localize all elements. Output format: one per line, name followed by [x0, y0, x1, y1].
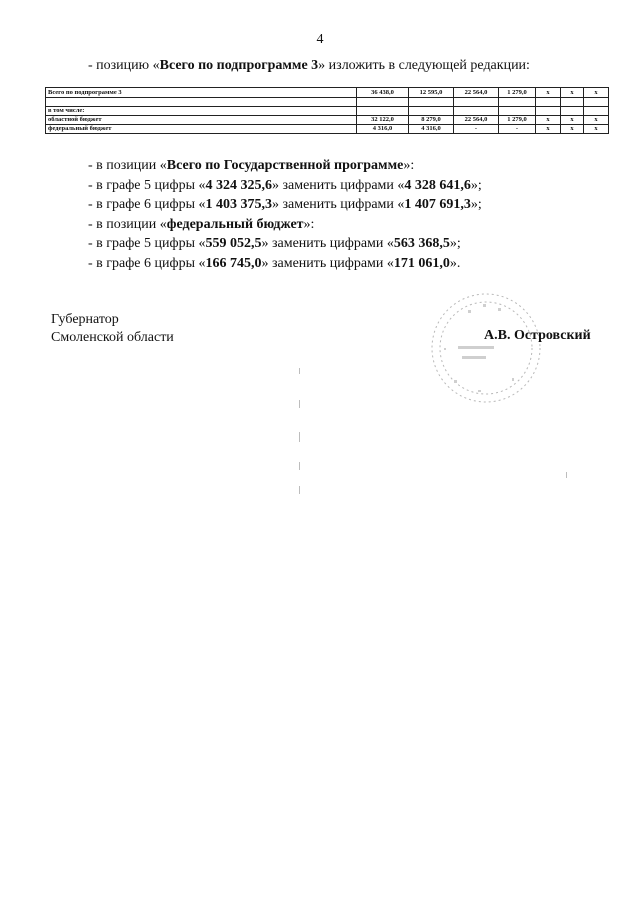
edit-bold: Всего по Государственной программе — [166, 158, 404, 173]
table-cell: х — [561, 116, 584, 125]
table-cell — [46, 98, 357, 107]
table-cell — [499, 107, 536, 116]
scan-mark — [299, 400, 300, 408]
table-cell — [499, 98, 536, 107]
table-row — [46, 125, 609, 134]
table-cell: 1 279,0 — [499, 88, 536, 98]
edit-old-value: 4 324 325,6 — [205, 177, 272, 193]
budget-table — [45, 87, 609, 134]
edit-mid: »: — [303, 216, 315, 232]
edit-new-value: 171 061,0 — [393, 255, 450, 271]
edit-suffix: »; — [470, 177, 482, 193]
edit-bold: федеральный бюджет — [166, 216, 304, 232]
table-cell: - — [499, 125, 536, 134]
edit-prefix: - в графе 5 цифры « — [88, 177, 206, 193]
table-cell — [584, 107, 609, 116]
table-cell — [357, 107, 409, 116]
table-cell: 1 279,0 — [499, 116, 536, 125]
table-cell: 22 564,0 — [454, 116, 499, 125]
table-cell: - — [454, 125, 499, 134]
table-cell: Всего по подпрограмме 3 — [46, 88, 357, 98]
intro-prefix: - позицию « — [88, 58, 160, 73]
table-cell — [409, 98, 454, 107]
table-cell: областной бюджет — [46, 116, 357, 125]
signatory-position — [51, 311, 174, 347]
edit-mid: » заменить цифрами « — [271, 177, 405, 193]
scan-mark — [566, 472, 567, 478]
intro-bold: Всего по подпрограмме 3 — [159, 58, 319, 73]
scan-mark — [299, 462, 300, 470]
table-cell: х — [584, 116, 609, 125]
table-cell — [561, 107, 584, 116]
edit-line — [88, 195, 482, 215]
table-cell: х — [584, 125, 609, 134]
position-line: Губернатор — [51, 312, 119, 327]
edit-new-value: 563 368,5 — [393, 236, 450, 252]
table-cell: 4 316,0 — [409, 125, 454, 134]
edit-mid: »: — [403, 158, 415, 173]
edit-instructions — [88, 156, 482, 274]
scan-mark — [299, 432, 300, 442]
table-row — [46, 88, 609, 98]
table-cell: х — [536, 125, 561, 134]
table-cell — [409, 107, 454, 116]
table-cell: в том числе: — [46, 107, 357, 116]
edit-suffix: »; — [449, 236, 461, 252]
edit-line — [88, 156, 482, 176]
edit-suffix: ». — [449, 255, 461, 271]
edit-line — [88, 234, 482, 254]
table-cell: х — [536, 88, 561, 98]
table-cell — [536, 98, 561, 107]
edit-mid: » заменить цифрами « — [271, 197, 405, 213]
edit-new-value: 4 328 641,6 — [404, 177, 471, 193]
edit-line — [88, 254, 482, 274]
intro-suffix: » изложить в следующей редакции: — [318, 58, 530, 73]
edit-suffix: »; — [470, 197, 482, 213]
edit-mid: » заменить цифрами « — [261, 236, 394, 252]
table-cell — [584, 98, 609, 107]
edit-prefix: - в графе 5 цифры « — [88, 236, 206, 252]
table-cell — [536, 107, 561, 116]
page-number: 4 — [316, 32, 324, 47]
table-cell: х — [536, 116, 561, 125]
edit-prefix: - в позиции « — [88, 158, 167, 173]
edit-line — [88, 215, 482, 235]
edit-old-value: 1 403 375,3 — [205, 197, 272, 213]
signatory-name: А.В. Островский — [484, 328, 591, 343]
edit-mid: » заменить цифрами « — [261, 255, 394, 271]
table-cell: 4 316,0 — [357, 125, 409, 134]
table-cell: 12 595,0 — [409, 88, 454, 98]
intro-line — [88, 58, 530, 74]
edit-new-value: 1 407 691,3 — [404, 197, 471, 213]
edit-prefix: - в графе 6 цифры « — [88, 197, 206, 213]
table-cell — [357, 98, 409, 107]
edit-old-value: 166 745,0 — [205, 255, 262, 271]
table-cell: х — [561, 125, 584, 134]
table-cell — [561, 98, 584, 107]
edit-prefix: - в графе 6 цифры « — [88, 255, 206, 271]
table-cell — [454, 107, 499, 116]
table-cell: х — [561, 88, 584, 98]
table-cell: х — [584, 88, 609, 98]
edit-prefix: - в позиции « — [88, 216, 167, 232]
table-cell: федеральный бюджет — [46, 125, 357, 134]
table-cell: 8 279,0 — [409, 116, 454, 125]
table-row — [46, 98, 609, 107]
edit-old-value: 559 052,5 — [205, 236, 262, 252]
table-cell: 36 438,0 — [357, 88, 409, 98]
table-cell: 22 564,0 — [454, 88, 499, 98]
edit-line — [88, 176, 482, 196]
scan-mark — [299, 368, 300, 374]
position-line: Смоленской области — [51, 330, 174, 345]
table-row — [46, 116, 609, 125]
table-cell — [454, 98, 499, 107]
scan-mark — [299, 486, 300, 494]
table-cell: 32 122,0 — [357, 116, 409, 125]
official-seal — [428, 286, 544, 410]
table-row — [46, 107, 609, 116]
